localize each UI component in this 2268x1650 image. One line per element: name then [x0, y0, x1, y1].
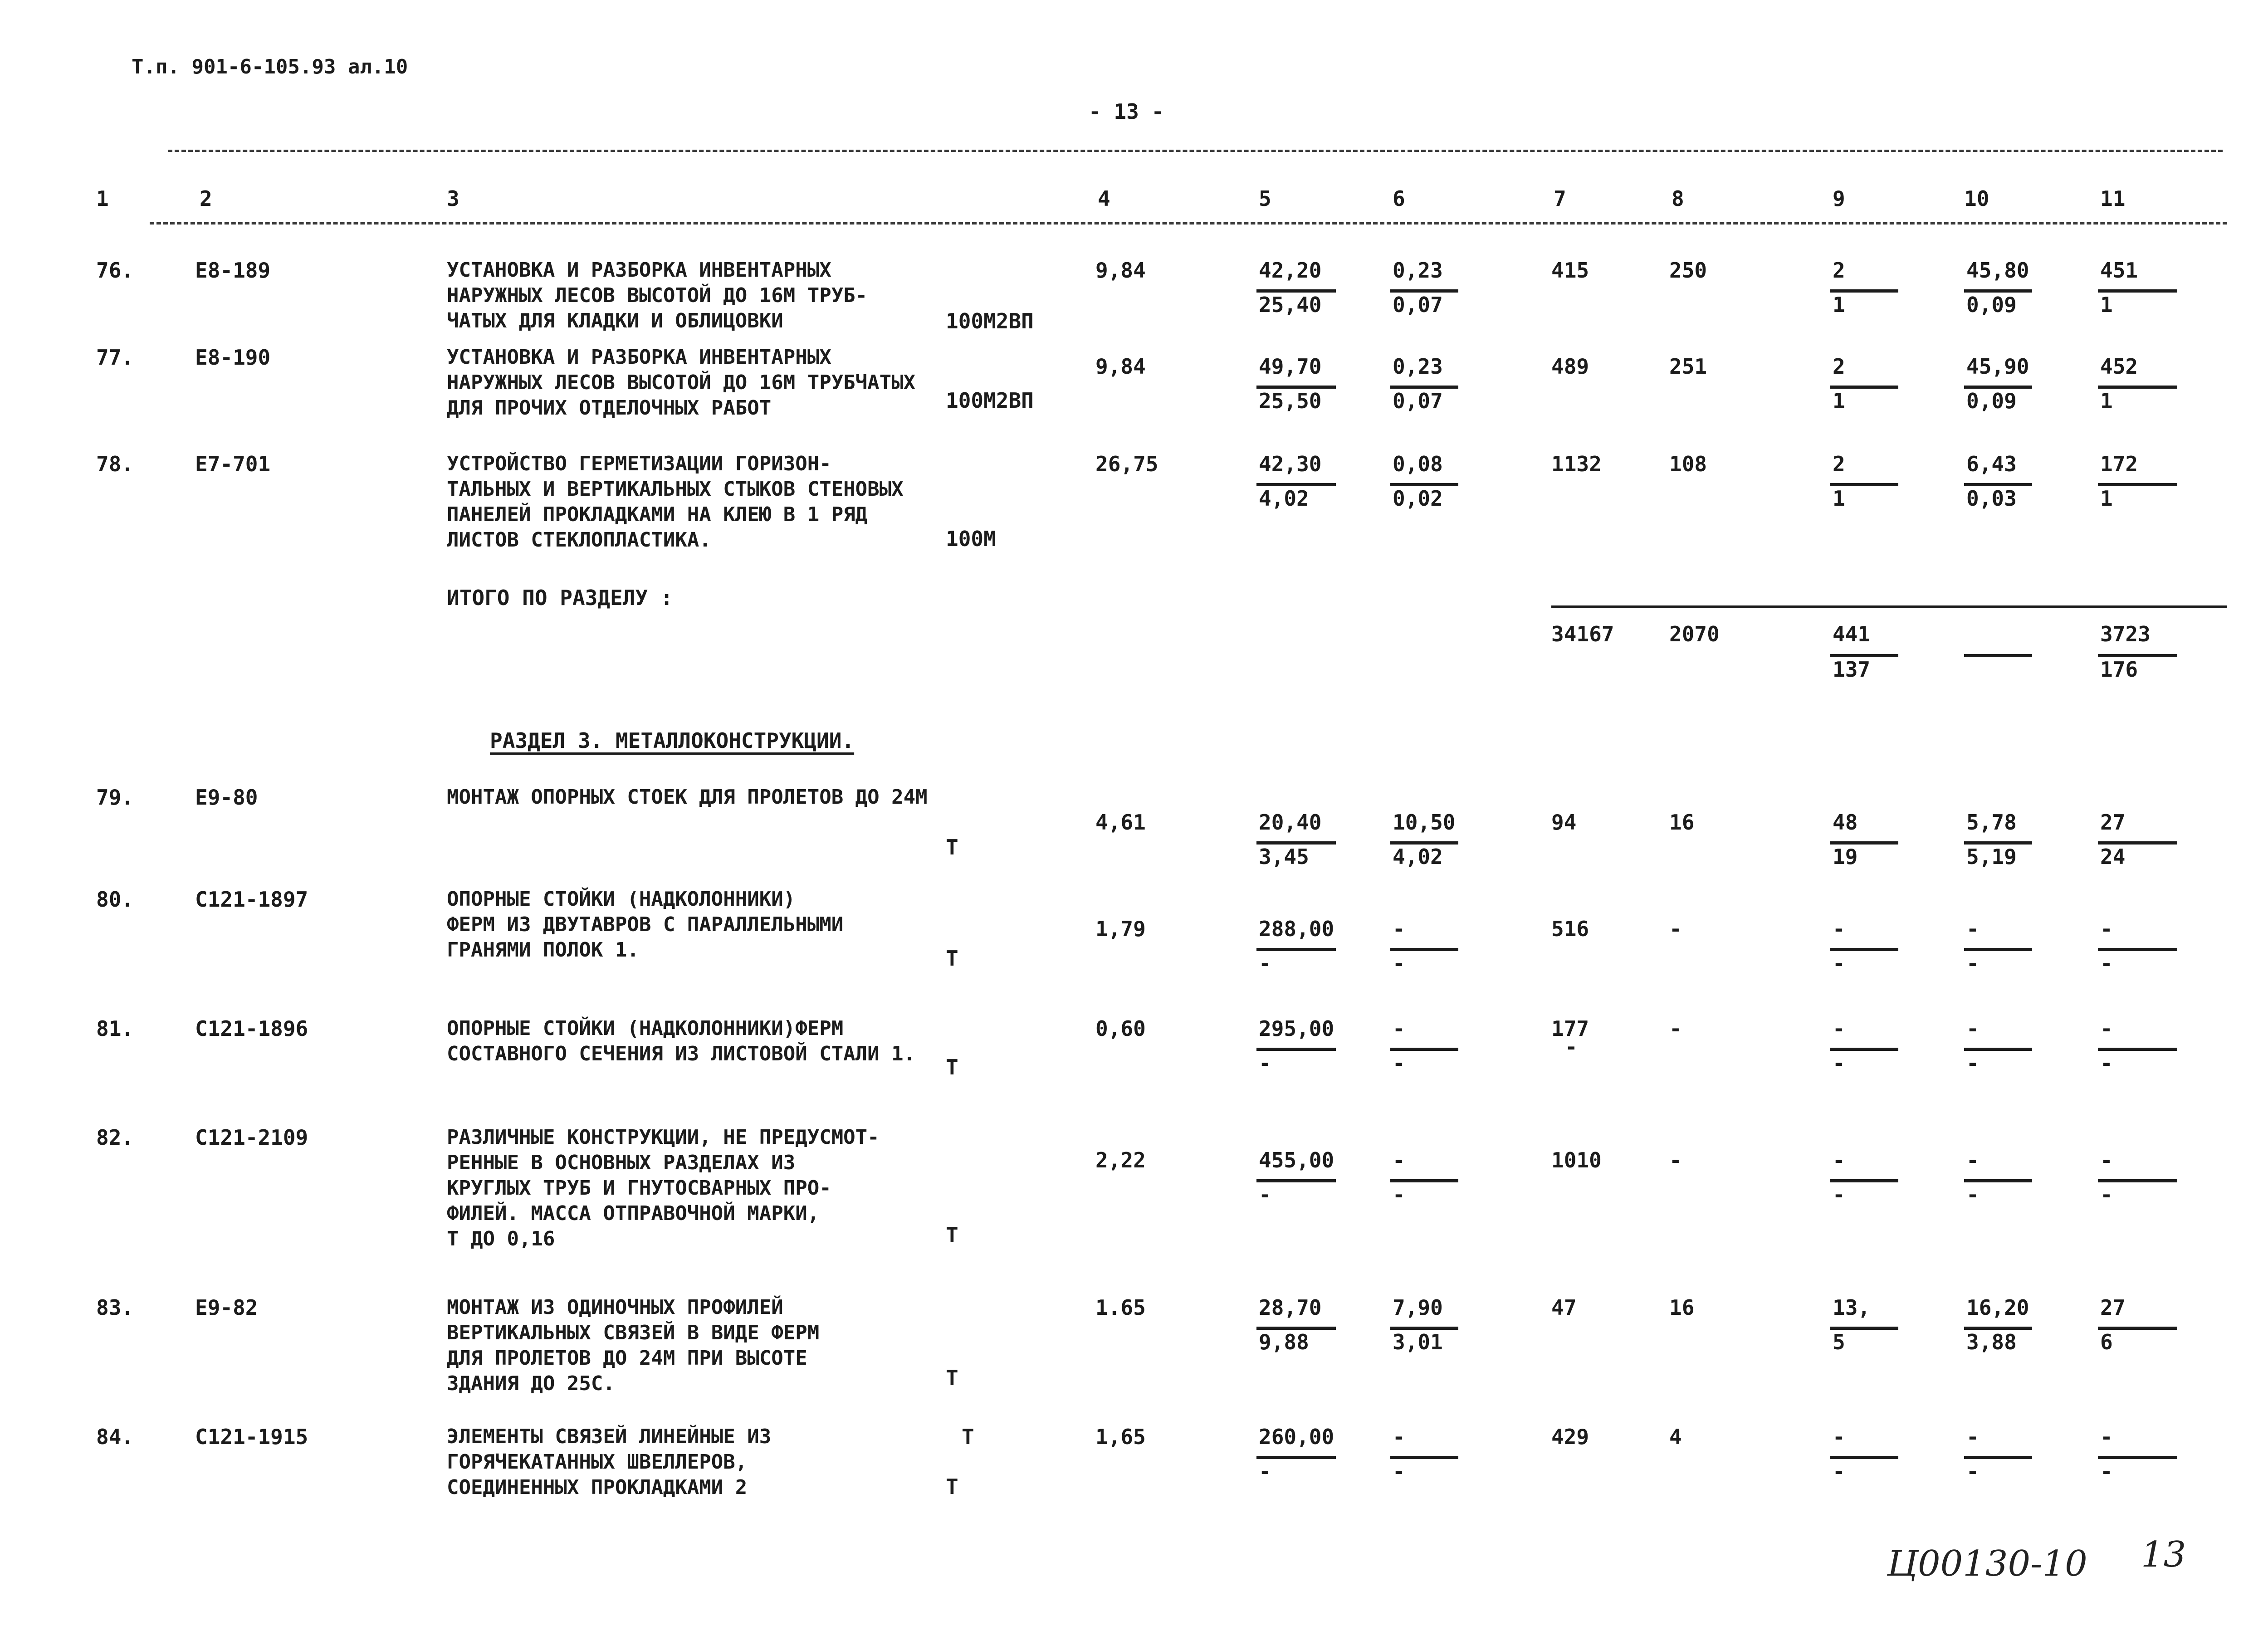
row-c5-top: 295,00: [1259, 1016, 1334, 1041]
row-c4: 9,84: [1095, 354, 1146, 379]
page-number: - 13 -: [1089, 99, 1164, 124]
row-c9-top: -: [1833, 1425, 1845, 1449]
row-c11-top: -: [2100, 1148, 2113, 1172]
row-c5-bottom: 9,88: [1259, 1330, 1309, 1354]
col-header-2: 2: [200, 186, 212, 211]
row-c6-bottom: -: [1393, 951, 1405, 976]
row-number: 80.: [96, 887, 134, 912]
row-description-line: ДЛЯ ПРОЛЕТОВ ДО 24М ПРИ ВЫСОТЕ: [447, 1347, 807, 1370]
total-c11-bottom: 176: [2100, 657, 2138, 682]
row-c9-top: 2: [1833, 452, 1845, 476]
row-c11-top: 27: [2100, 1295, 2126, 1320]
row-c8: -: [1669, 1016, 1682, 1041]
row-c6-top: 0,23: [1393, 258, 1443, 283]
col-header-9: 9: [1833, 186, 1845, 211]
row-description-line: ТАЛЬНЫХ И ВЕРТИКАЛЬНЫХ СТЫКОВ СТЕНОВЫХ: [447, 478, 904, 501]
row-description-line: ЧАТЫХ ДЛЯ КЛАДКИ И ОБЛИЦОВКИ: [447, 309, 783, 332]
row-c11-bottom: -: [2100, 951, 2113, 976]
row-c9-top: -: [1833, 1148, 1845, 1172]
row-code: Е9-80: [195, 785, 258, 810]
row-code: С121-2109: [195, 1125, 308, 1150]
row-c8: 16: [1669, 810, 1695, 835]
row-code: Е9-82: [195, 1295, 258, 1320]
row-c10-top: 45,80: [1966, 258, 2029, 283]
handwritten-stamp: Ц00130-10: [1887, 1543, 2087, 1584]
row-c4: 4,61: [1095, 810, 1146, 835]
row-c9-bottom: -: [1833, 951, 1845, 976]
row-c5-bottom: -: [1259, 1459, 1271, 1484]
row-c10-top: -: [1966, 1425, 1979, 1449]
row-code: Е8-189: [195, 258, 271, 283]
row-c10-top: -: [1966, 1148, 1979, 1172]
row-c11-top: -: [2100, 1016, 2113, 1041]
row-c8: 250: [1669, 258, 1707, 283]
row-c10-bottom: 0,09: [1966, 389, 2017, 413]
row-c9-top: 2: [1833, 258, 1845, 283]
row-description-line: РЕННЫЕ В ОСНОВНЫХ РАЗДЕЛАХ ИЗ: [447, 1151, 796, 1174]
col-header-8: 8: [1672, 186, 1684, 211]
row-c10-bottom: -: [1966, 1459, 1979, 1484]
row-c9-bottom: 19: [1833, 845, 1858, 869]
row-c8: 108: [1669, 452, 1707, 476]
row-code: С121-1915: [195, 1425, 308, 1449]
row-c7: 177: [1551, 1016, 1589, 1041]
col-header-11: 11: [2100, 186, 2126, 211]
row-c4: 26,75: [1095, 452, 1158, 476]
row-c11-bottom: 24: [2100, 845, 2126, 869]
section-title: РАЗДЕЛ 3. МЕТАЛЛОКОНСТРУКЦИИ.: [490, 728, 855, 753]
row-description-line: ЛИСТОВ СТЕКЛОПЛАСТИКА.: [447, 528, 711, 552]
row-c5-top: 260,00: [1259, 1425, 1334, 1449]
row-c5-top: 49,70: [1259, 354, 1322, 379]
row-c6-top: 10,50: [1393, 810, 1456, 835]
row-number: 81.: [96, 1016, 134, 1041]
col-header-7: 7: [1554, 186, 1566, 211]
row-c11-bottom: -: [2100, 1182, 2113, 1207]
row-c6-top: -: [1393, 1016, 1405, 1041]
row-c11-top: -: [2100, 917, 2113, 941]
row-unit: Т: [946, 1223, 958, 1247]
row-c7: 1010: [1551, 1148, 1602, 1172]
row-number: 76.: [96, 258, 134, 283]
row-description-line: НАРУЖНЫХ ЛЕСОВ ВЫСОТОЙ ДО 16М ТРУБЧАТЫХ: [447, 371, 916, 394]
col-header-6: 6: [1393, 186, 1405, 211]
row-description-line: УСТАНОВКА И РАЗБОРКА ИНВЕНТАРНЫХ: [447, 346, 831, 369]
row-c11-bottom: -: [2100, 1459, 2113, 1484]
total-rule: [1551, 605, 2227, 608]
row-description-line: СОСТАВНОГО СЕЧЕНИЯ ИЗ ЛИСТОВОЙ СТАЛИ 1.: [447, 1042, 916, 1065]
row-c10-bottom: -: [1966, 951, 1979, 976]
row-c5-bottom: 25,40: [1259, 293, 1322, 317]
row-code: С121-1897: [195, 887, 308, 912]
row-c6-top: -: [1393, 1425, 1405, 1449]
row-description-line: МОНТАЖ ОПОРНЫХ СТОЕК ДЛЯ ПРОЛЕТОВ ДО 24М: [447, 786, 928, 809]
row-c10-bottom: 3,88: [1966, 1330, 2017, 1354]
row-number: 82.: [96, 1125, 134, 1150]
row-c6-top: -: [1393, 1148, 1405, 1172]
row-unit: 100М2ВП: [946, 388, 1034, 413]
row-c5-bottom: 4,02: [1259, 486, 1309, 511]
row-c8: -: [1669, 1148, 1682, 1172]
row-description-line: ФИЛЕЙ. МАССА ОТПРАВОЧНОЙ МАРКИ,: [447, 1202, 820, 1225]
row-c4: 2,22: [1095, 1148, 1146, 1172]
row-c5-bottom: -: [1259, 1182, 1271, 1207]
row-code: С121-1896: [195, 1016, 308, 1041]
row-c5-bottom: -: [1259, 951, 1271, 976]
row-c10-top: 45,90: [1966, 354, 2029, 379]
row-c7: 489: [1551, 354, 1589, 379]
row-description-line: РАЗЛИЧНЫЕ КОНСТРУКЦИИ, НЕ ПРЕДУСМОТ-: [447, 1126, 880, 1149]
col-header-10: 10: [1964, 186, 1989, 211]
row-c9-top: 13,: [1833, 1295, 1871, 1320]
row-c10-bottom: -: [1966, 1051, 1979, 1075]
row-c11-bottom: -: [2100, 1051, 2113, 1075]
row-description-line: Т ДО 0,16: [447, 1227, 555, 1250]
row-c4: 0,60: [1095, 1016, 1146, 1041]
row-c9-top: -: [1833, 1016, 1845, 1041]
row-c4: 1,79: [1095, 917, 1146, 941]
row-description-line: МОНТАЖ ИЗ ОДИНОЧНЫХ ПРОФИЛЕЙ: [447, 1296, 783, 1319]
row-description-line: ГРАНЯМИ ПОЛОК 1.: [447, 938, 639, 962]
row-description-line: ДЛЯ ПРОЧИХ ОТДЕЛОЧНЫХ РАБОТ: [447, 396, 772, 420]
row-c11-top: 452: [2100, 354, 2138, 379]
total-c11-top: 3723: [2100, 622, 2151, 646]
row-description-line: НАРУЖНЫХ ЛЕСОВ ВЫСОТОЙ ДО 16М ТРУБ-: [447, 284, 868, 307]
total-c7: 34167: [1551, 622, 1614, 646]
row-c7: 415: [1551, 258, 1589, 283]
row-c5-top: 288,00: [1259, 917, 1334, 941]
row-c7: 94: [1551, 810, 1577, 835]
row-description-line: СОЕДИНЕННЫХ ПРОКЛАДКАМИ 2: [447, 1476, 748, 1499]
row-unit: Т: [946, 1055, 958, 1079]
row-unit-secondary: Т: [962, 1425, 974, 1449]
total-c9-top: 441: [1833, 622, 1871, 646]
row-description-line: ПАНЕЛЕЙ ПРОКЛАДКАМИ НА КЛЕЮ В 1 РЯД: [447, 503, 868, 526]
total-label: ИТОГО ПО РАЗДЕЛУ :: [447, 586, 673, 610]
row-c4: 9,84: [1095, 258, 1146, 283]
row-c6-bottom: -: [1393, 1182, 1405, 1207]
row-c4: 1.65: [1095, 1295, 1146, 1320]
row-c11-top: -: [2100, 1425, 2113, 1449]
row-description-line: ОПОРНЫЕ СТОЙКИ (НАДКОЛОННИКИ)ФЕРМ: [447, 1017, 844, 1040]
row-c11-top: 172: [2100, 452, 2138, 476]
col-header-4: 4: [1098, 186, 1110, 211]
row-description-line: ЭЛЕМЕНТЫ СВЯЗЕЙ ЛИНЕЙНЫЕ ИЗ: [447, 1425, 772, 1448]
row-unit: Т: [946, 946, 958, 971]
row-c6-bottom: -: [1393, 1051, 1405, 1075]
row-c10-top: -: [1966, 917, 1979, 941]
row-c6-bottom: 0,07: [1393, 293, 1443, 317]
total-c8: 2070: [1669, 622, 1720, 646]
row-c11-bottom: 1: [2100, 486, 2113, 511]
row-c8: -: [1669, 917, 1682, 941]
row-c5-top: 28,70: [1259, 1295, 1322, 1320]
row-c6-bottom: -: [1393, 1459, 1405, 1484]
row-c8: 251: [1669, 354, 1707, 379]
row-c10-top: 6,43: [1966, 452, 2017, 476]
row-c9-bottom: 1: [1833, 293, 1845, 317]
row-c6-top: 0,08: [1393, 452, 1443, 476]
row-c7: 429: [1551, 1425, 1589, 1449]
row-c9-top: -: [1833, 917, 1845, 941]
doc-reference: Т.п. 901-6-105.93 ал.10: [132, 55, 408, 78]
row-c5-top: 455,00: [1259, 1148, 1334, 1172]
row-c9-bottom: 1: [1833, 389, 1845, 413]
row-c9-bottom: -: [1833, 1182, 1845, 1207]
row-c9-bottom: -: [1833, 1051, 1845, 1075]
row-description-line: ЗДАНИЯ ДО 25С.: [447, 1372, 615, 1395]
row-c4: 1,65: [1095, 1425, 1146, 1449]
row-description-line: ВЕРТИКАЛЬНЫХ СВЯЗЕЙ В ВИДЕ ФЕРМ: [447, 1321, 820, 1344]
row-c10-bottom: -: [1966, 1182, 1979, 1207]
row-c9-bottom: 5: [1833, 1330, 1845, 1354]
row-c11-bottom: 6: [2100, 1330, 2113, 1354]
top-rule: [168, 150, 2223, 152]
row-description-line: КРУГЛЫХ ТРУБ И ГНУТОСВАРНЫХ ПРО-: [447, 1176, 831, 1200]
row-c10-bottom: 0,03: [1966, 486, 2017, 511]
row-code: Е8-190: [195, 345, 271, 370]
col-header-3: 3: [447, 186, 459, 211]
row-code: Е7-701: [195, 452, 271, 476]
row-number: 79.: [96, 785, 134, 810]
row-number: 78.: [96, 452, 134, 476]
row-unit: Т: [946, 1474, 958, 1499]
row-c10-bottom: 0,09: [1966, 293, 2017, 317]
row-c6-bottom: 4,02: [1393, 845, 1443, 869]
total-c9-bottom: 137: [1833, 657, 1871, 682]
row-description-line: ОПОРНЫЕ СТОЙКИ (НАДКОЛОННИКИ): [447, 888, 796, 911]
row-c10-top: 5,78: [1966, 810, 2017, 835]
row-c8: 16: [1669, 1295, 1695, 1320]
row-c10-bottom: 5,19: [1966, 845, 2017, 869]
row-c9-bottom: -: [1833, 1459, 1845, 1484]
header-rule: [150, 222, 2227, 225]
row-c5-top: 42,30: [1259, 452, 1322, 476]
row-c6-top: 0,23: [1393, 354, 1443, 379]
col-header-1: 1: [96, 186, 109, 211]
row-c7-bottom: -: [1565, 1035, 1578, 1059]
row-c6-bottom: 0,07: [1393, 389, 1443, 413]
row-number: 83.: [96, 1295, 134, 1320]
row-c11-top: 27: [2100, 810, 2126, 835]
row-c10-top: -: [1966, 1016, 1979, 1041]
row-c9-bottom: 1: [1833, 486, 1845, 511]
row-c11-bottom: 1: [2100, 293, 2113, 317]
row-c10-top: 16,20: [1966, 1295, 2029, 1320]
row-unit: 100М2ВП: [946, 309, 1034, 333]
row-c5-bottom: -: [1259, 1051, 1271, 1075]
row-number: 84.: [96, 1425, 134, 1449]
row-c7: 1132: [1551, 452, 1602, 476]
row-c8: 4: [1669, 1425, 1682, 1449]
row-unit: 100М: [946, 527, 996, 551]
row-number: 77.: [96, 345, 134, 370]
row-c6-top: 7,90: [1393, 1295, 1443, 1320]
row-description-line: УСТРОЙСТВО ГЕРМЕТИЗАЦИИ ГОРИЗОН-: [447, 452, 831, 475]
total-c10-bar: [1964, 654, 2032, 657]
row-c5-top: 42,20: [1259, 258, 1322, 283]
row-c7: 516: [1551, 917, 1589, 941]
row-c11-top: 451: [2100, 258, 2138, 283]
row-c7: 47: [1551, 1295, 1577, 1320]
row-c5-bottom: 3,45: [1259, 845, 1309, 869]
row-c9-top: 2: [1833, 354, 1845, 379]
row-c6-bottom: 0,02: [1393, 486, 1443, 511]
col-header-5: 5: [1259, 186, 1271, 211]
row-c6-bottom: 3,01: [1393, 1330, 1443, 1354]
handwritten-page: 13: [2141, 1534, 2186, 1575]
row-c5-top: 20,40: [1259, 810, 1322, 835]
row-unit: Т: [946, 1366, 958, 1390]
row-c6-top: -: [1393, 917, 1405, 941]
row-c9-top: 48: [1833, 810, 1858, 835]
row-c5-bottom: 25,50: [1259, 389, 1322, 413]
row-description-line: ГОРЯЧЕКАТАННЫХ ШВЕЛЛЕРОВ,: [447, 1450, 748, 1474]
row-unit: Т: [946, 835, 958, 859]
row-description-line: ФЕРМ ИЗ ДВУТАВРОВ С ПАРАЛЛЕЛЬНЫМИ: [447, 913, 844, 936]
row-c11-bottom: 1: [2100, 389, 2113, 413]
row-description-line: УСТАНОВКА И РАЗБОРКА ИНВЕНТАРНЫХ: [447, 259, 831, 282]
